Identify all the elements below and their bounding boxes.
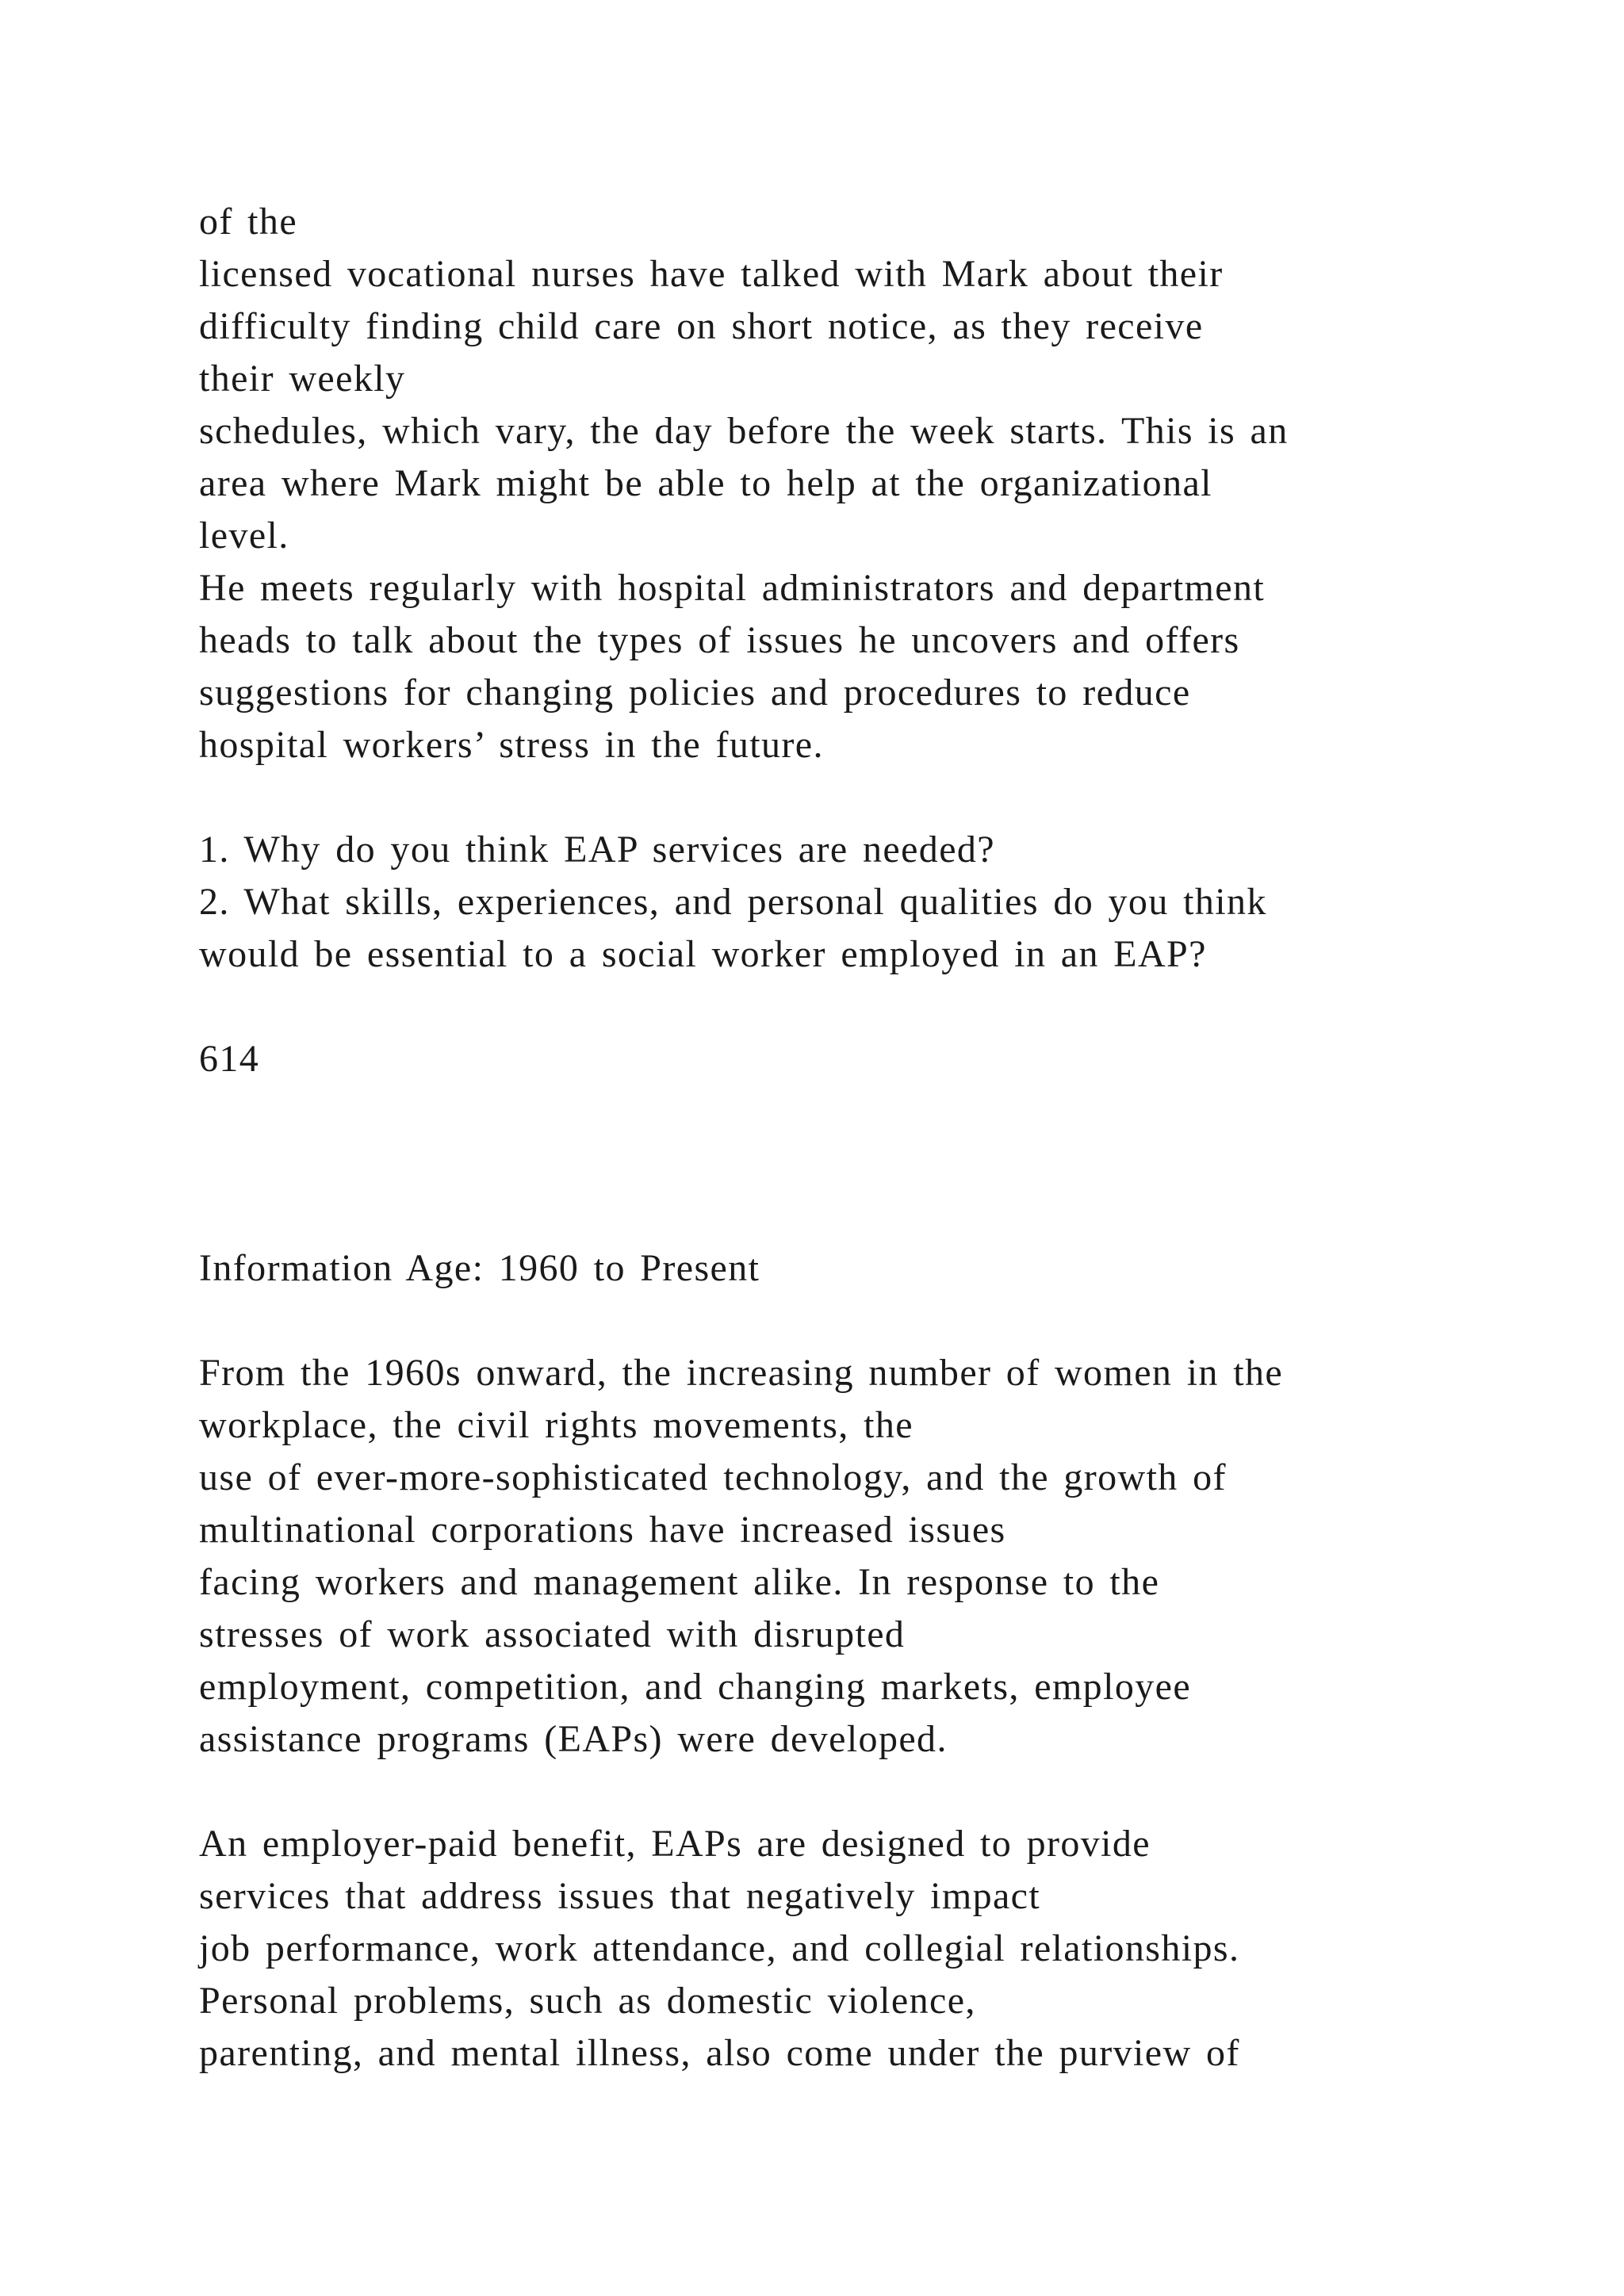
document-body [199,196,1611,2080]
spacer [199,771,1611,824]
spacer [199,1295,1611,1347]
text-line: hospital workers’ stress in the future. [199,724,824,766]
text-line: level. [199,515,289,557]
text-line: heads to talk about the types of issues he uncovers and offers [199,619,1240,661]
text-line: job performance, work attendance, and collegial relationships. [199,1927,1240,1969]
text-line: licensed vocational nurses have talked with Mark about their [199,253,1224,295]
text-line: facing workers and management alike. In response to the [199,1561,1160,1603]
spacer [199,1085,1611,1242]
spacer [199,981,1611,1033]
question-line: 1. Why do you think EAP services are needed? [199,828,996,871]
section-heading: Information Age: 1960 to Present [199,1247,760,1289]
text-line: services that address issues that negatively impact [199,1875,1041,1917]
history-paragraph [199,1347,1611,1766]
page-number: 614 [199,1038,260,1080]
text-line: their weekly [199,358,406,400]
text-line: An employer-paid benefit, EAPs are designed to provide [199,1823,1151,1865]
text-line: From the 1960s onward, the increasing number of women in the [199,1352,1284,1394]
text-line: employment, competition, and changing markets, employee [199,1666,1192,1708]
text-line: workplace, the civil rights movements, the [199,1404,914,1446]
text-line: multinational corporations have increased issues [199,1509,1006,1551]
question-line: would be essential to a social worker employed in an EAP? [199,933,1207,975]
text-line: use of ever-more-sophisticated technology, and the growth of [199,1456,1227,1498]
text-line: schedules, which vary, the day before the week starts. This is an [199,410,1289,452]
text-line: parenting, and mental illness, also come under the purview of [199,2032,1240,2074]
text-line: difficulty finding child care on short notice, as they receive [199,305,1204,347]
discussion-questions [199,824,1611,981]
text-line: He meets regularly with hospital administrators and department [199,567,1266,609]
spacer [199,1766,1611,1818]
text-line: area where Mark might be able to help at the organizational [199,462,1212,504]
text-line: suggestions for changing policies and procedures to reduce [199,672,1191,714]
text-line: of the [199,201,298,243]
text-line: assistance programs (EAPs) were developed. [199,1718,948,1760]
text-line: stresses of work associated with disrupted [199,1613,906,1655]
question-line: 2. What skills, experiences, and personal qualities do you think [199,881,1267,923]
text-line: Personal problems, such as domestic violence, [199,1980,976,2022]
case-study-paragraph [199,196,1611,771]
eap-paragraph [199,1818,1611,2080]
